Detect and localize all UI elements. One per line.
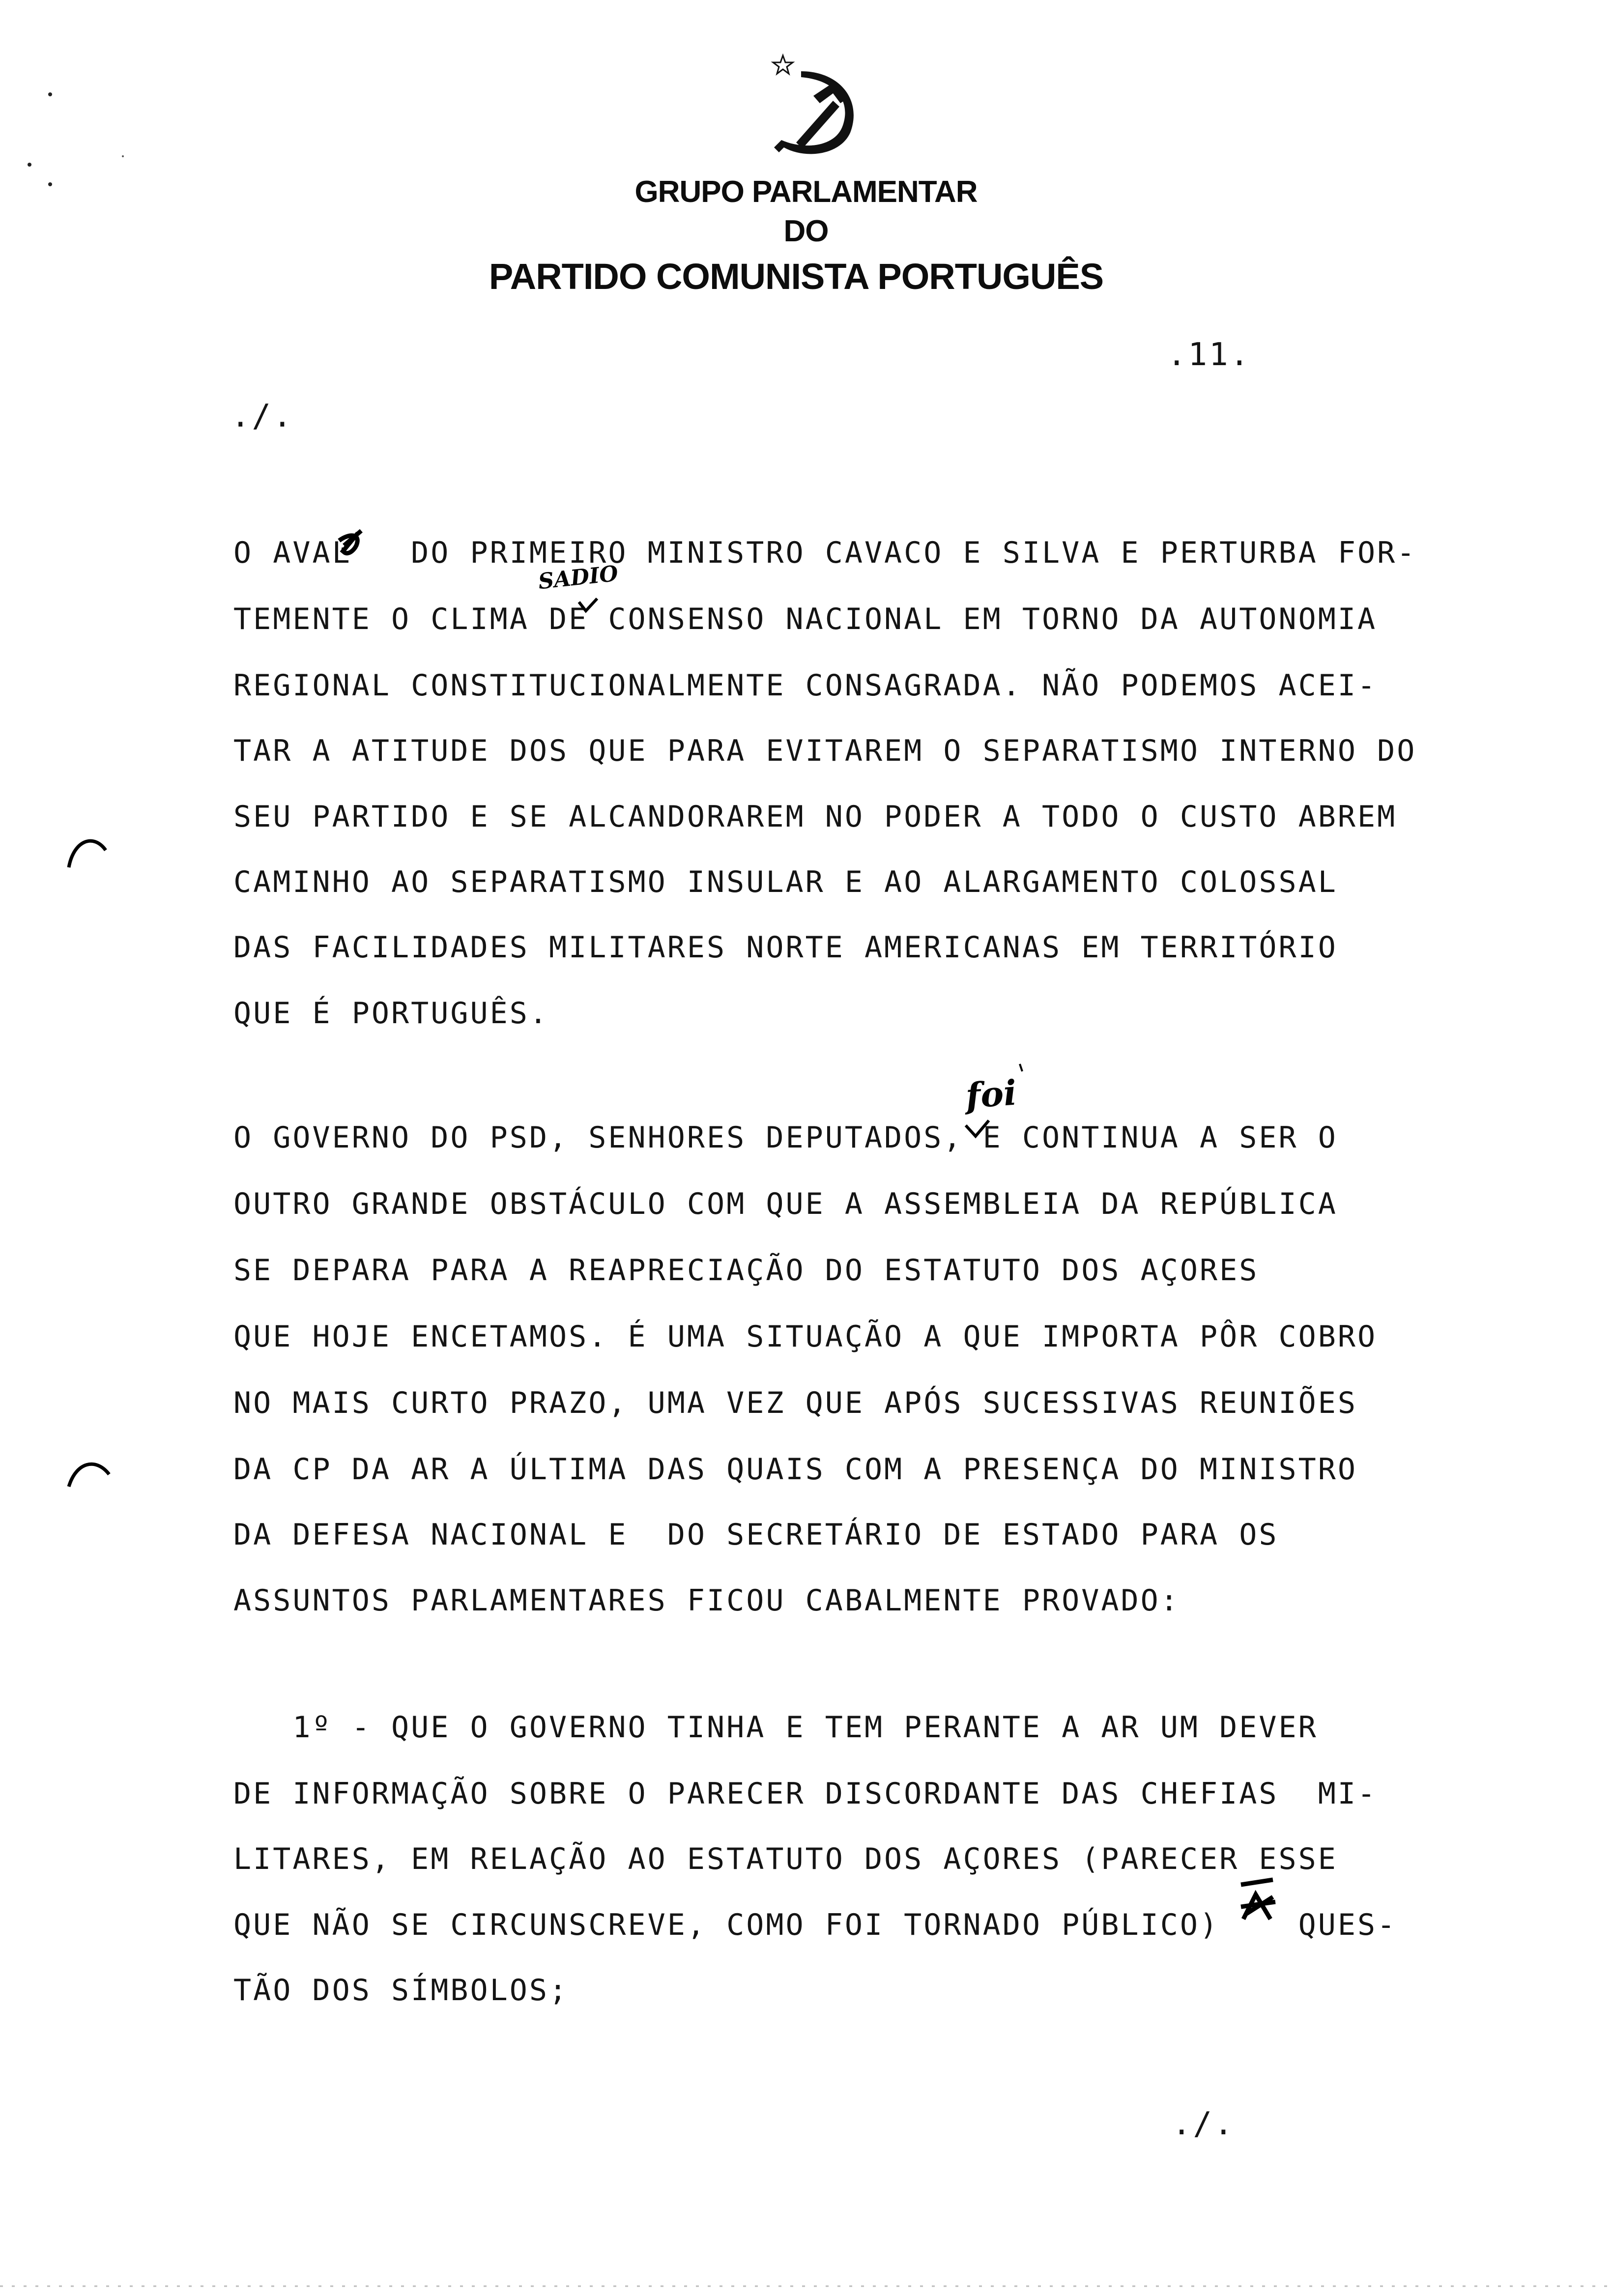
continuation-mark-top: ./. xyxy=(231,398,294,434)
text-line: O GOVERNO DO PSD, SENHORES DEPUTADOS, E CONTINUA A SER O xyxy=(233,1120,1338,1155)
text-line: DAS FACILIDADES MILITARES NORTE AMERICANAS EM TERRITÓRIO xyxy=(233,930,1338,965)
insertion-caret-icon xyxy=(966,1120,989,1136)
page-number: .11. xyxy=(1167,337,1251,373)
text-line: 1º - QUE O GOVERNO TINHA E TEM PERANTE A AR UM DEVER xyxy=(233,1710,1318,1745)
text-line: LITARES, EM RELAÇÃO AO ESTATUTO DOS AÇORES (PARECER ESSE xyxy=(233,1842,1338,1876)
text-line: REGIONAL CONSTITUCIONALMENTE CONSAGRADA. NÃO PODEMOS ACEI- xyxy=(233,668,1378,703)
handwritten-insertion-sadio: SADIO xyxy=(537,561,620,595)
letterhead-line-3: PARTIDO COMUNISTA PORTUGUÊS xyxy=(489,256,1104,297)
punch-hole-arc-icon xyxy=(69,1464,109,1487)
text-line: SE DEPARA PARA A REAPRECIAÇÃO DO ESTATUTO DOS AÇORES xyxy=(233,1253,1259,1288)
text-line: NO MAIS CURTO PRAZO, UMA VEZ QUE APÓS SUCESSIVAS REUNIÕES xyxy=(233,1386,1358,1420)
strike-scribble-icon xyxy=(1241,1880,1275,1919)
text-line: QUE É PORTUGUÊS. xyxy=(233,996,549,1031)
handwritten-insertion-foi: foi xyxy=(964,1072,1018,1117)
continuation-mark-bottom: ./. xyxy=(1172,2106,1235,2142)
text-line: QUE NÃO SE CIRCUNSCREVE, COMO FOI TORNADO PÚBLICO) QUES- xyxy=(233,1908,1397,1942)
text-line: DA CP DA AR A ÚLTIMA DAS QUAIS COM A PRESENÇA DO MINISTRO xyxy=(233,1452,1358,1487)
text-line: QUE HOJE ENCETAMOS. É UMA SITUAÇÃO A QUE IMPORTA PÔR COBRO xyxy=(233,1320,1378,1354)
text-line: CAMINHO AO SEPARATISMO INSULAR E AO ALARGAMENTO COLOSSAL xyxy=(233,865,1338,899)
punch-hole-arc-icon xyxy=(69,841,106,867)
text-line: SEU PARTIDO E SE ALCANDORAREM NO PODER A TODO O CUSTO ABREM xyxy=(233,800,1397,834)
insertion-caret-icon xyxy=(579,599,597,611)
text-line: TAR A ATITUDE DOS QUE PARA EVITAREM O SEPARATISMO INTERNO DO xyxy=(233,734,1417,768)
letterhead-line-1: GRUPO PARLAMENTAR xyxy=(634,175,978,209)
text-line: OUTRO GRANDE OBSTÁCULO COM QUE A ASSEMBLEIA DA REPÚBLICA xyxy=(233,1187,1338,1221)
text-line: TEMENTE O CLIMA DE CONSENSO NACIONAL EM TORNO DA AUTONOMIA xyxy=(233,602,1378,636)
text-line: O AVAL DO PRIMEIRO MINISTRO CAVACO E SILVA E PERTURBA FOR- xyxy=(233,536,1417,570)
letterhead-line-2: DO xyxy=(783,214,829,248)
text-line: DE INFORMAÇÃO SOBRE O PARECER DISCORDANTE DAS CHEFIAS MI- xyxy=(233,1777,1378,1811)
text-line: TÃO DOS SÍMBOLOS; xyxy=(233,1973,569,2008)
strike-scribble-icon xyxy=(339,531,361,553)
text-line: ASSUNTOS PARLAMENTARES FICOU CABALMENTE PROVADO: xyxy=(233,1583,1180,1618)
text-line: DA DEFESA NACIONAL E DO SECRETÁRIO DE ESTADO PARA OS xyxy=(233,1518,1279,1552)
